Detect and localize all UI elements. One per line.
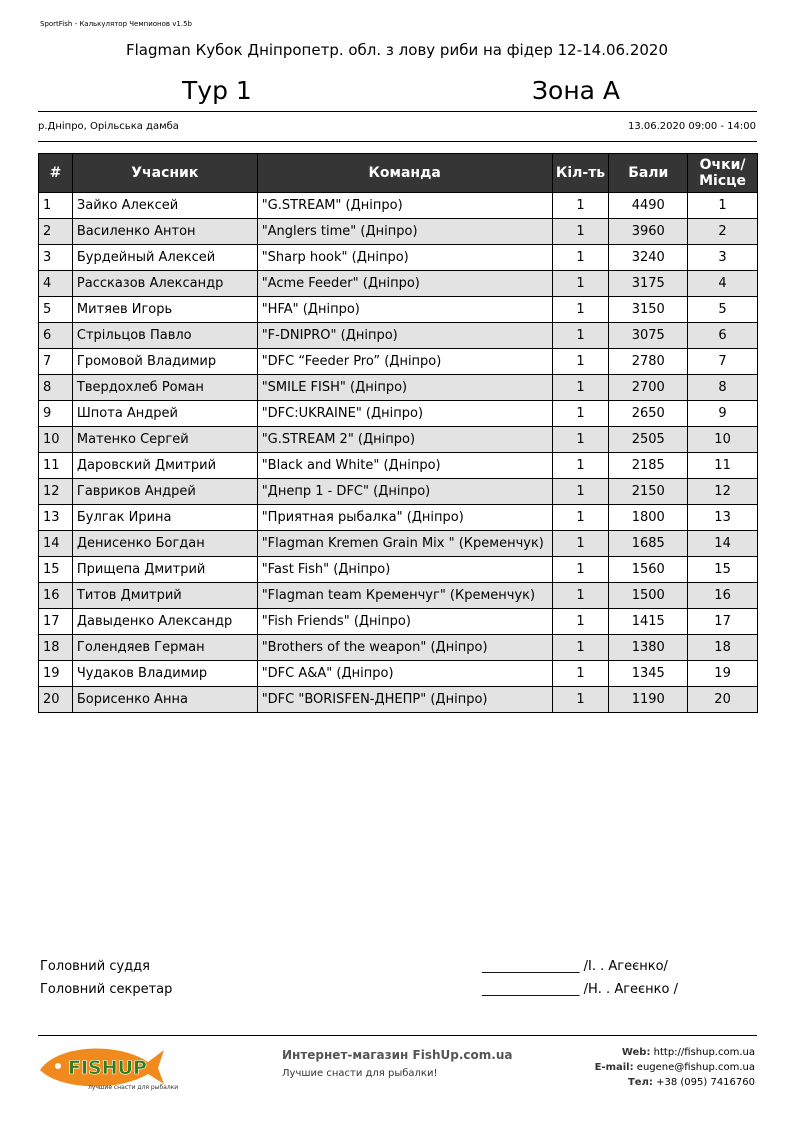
cell-num: 4 (39, 271, 73, 297)
cell-participant: Шпота Андрей (72, 401, 257, 427)
column-header-num: # (39, 154, 73, 193)
cell-team: "DFC A&A" (Дніпро) (257, 661, 552, 687)
cell-count: 1 (552, 349, 609, 375)
column-header-count: Кіл-ть (552, 154, 609, 193)
column-header-place (688, 154, 758, 193)
cell-num: 10 (39, 427, 73, 453)
divider (38, 141, 757, 142)
cell-count: 1 (552, 453, 609, 479)
cell-place: 10 (688, 427, 758, 453)
column-header-points: Бали (609, 154, 688, 193)
competition-title: Flagman Кубок Дніпропетр. обл. з лову риби на фідер 12-14.06.2020 (125, 41, 668, 59)
cell-num: 7 (39, 349, 73, 375)
cell-team: "DFC:UKRAINE" (Дніпро) (257, 401, 552, 427)
cell-place: 1 (688, 193, 758, 219)
cell-place: 11 (688, 453, 758, 479)
cell-count: 1 (552, 661, 609, 687)
cell-participant: Прищепа Дмитрий (72, 557, 257, 583)
column-header-team: Команда (257, 154, 552, 193)
logo-tagline: лучшие снасти для рыбалки (88, 1084, 179, 1091)
cell-participant: Борисенко Анна (72, 687, 257, 713)
judge-signature-line: _______________ /І. . Агеєнко/ (482, 959, 668, 974)
shop-slogan: Лучшие снасти для рыбалки! (282, 1068, 438, 1079)
cell-participant: Голендяев Герман (72, 635, 257, 661)
phone-label: Тел: (627, 1077, 653, 1088)
cell-team: "G.STREAM" (Дніпро) (257, 193, 552, 219)
table-row (39, 271, 758, 297)
cell-team: "Brothers of the weapon" (Дніпро) (257, 635, 552, 661)
cell-participant: Матенко Сергей (72, 427, 257, 453)
table-row (39, 323, 758, 349)
cell-points: 3240 (609, 245, 688, 271)
cell-team: "DFC “Feeder Pro” (Дніпро) (257, 349, 552, 375)
place-header-line1: Очки/ (699, 157, 746, 173)
cell-team: "SMILE FISH" (Дніпро) (257, 375, 552, 401)
table-row (39, 583, 758, 609)
cell-place: 13 (688, 505, 758, 531)
cell-participant: Гавриков Андрей (72, 479, 257, 505)
cell-points: 3150 (609, 297, 688, 323)
cell-points: 2150 (609, 479, 688, 505)
table-row (39, 687, 758, 713)
cell-count: 1 (552, 401, 609, 427)
cell-place: 16 (688, 583, 758, 609)
cell-participant: Булгак Ирина (72, 505, 257, 531)
secretary-label: Головний секретар (40, 982, 173, 997)
cell-count: 1 (552, 687, 609, 713)
results-table (38, 153, 758, 713)
cell-place: 19 (688, 661, 758, 687)
email-label: E-mail: (594, 1062, 634, 1073)
cell-points: 2505 (609, 427, 688, 453)
cell-place: 5 (688, 297, 758, 323)
table-row (39, 219, 758, 245)
cell-points: 2700 (609, 375, 688, 401)
cell-points: 1190 (609, 687, 688, 713)
cell-place: 18 (688, 635, 758, 661)
cell-num: 18 (39, 635, 73, 661)
cell-points: 2185 (609, 453, 688, 479)
cell-team: "Приятная рыбалка" (Дніпро) (257, 505, 552, 531)
cell-num: 3 (39, 245, 73, 271)
cell-count: 1 (552, 427, 609, 453)
cell-participant: Даровский Дмитрий (72, 453, 257, 479)
table-row (39, 349, 758, 375)
cell-team: "DFC "BORISFEN-ДНЕПР" (Дніпро) (257, 687, 552, 713)
cell-participant: Бурдейный Алексей (72, 245, 257, 271)
secretary-signature-line: _______________ /Н. . Агеєнко / (482, 982, 678, 997)
tour-label: Тур 1 (182, 76, 252, 105)
cell-points: 1380 (609, 635, 688, 661)
table-row (39, 297, 758, 323)
cell-participant: Василенко Антон (72, 219, 257, 245)
table-row (39, 479, 758, 505)
cell-num: 5 (39, 297, 73, 323)
cell-team: "Flagman Kremen Grain Mix " (Кременчук) (257, 531, 552, 557)
cell-team: "Sharp hook" (Дніпро) (257, 245, 552, 271)
cell-points: 1345 (609, 661, 688, 687)
cell-points: 3075 (609, 323, 688, 349)
cell-participant: Рассказов Александр (72, 271, 257, 297)
cell-place: 9 (688, 401, 758, 427)
app-title: SportFish - Калькулятор Чемпионов v1.5b (40, 20, 192, 28)
cell-count: 1 (552, 193, 609, 219)
cell-team: "Flagman team Кременчуг" (Кременчук) (257, 583, 552, 609)
cell-count: 1 (552, 531, 609, 557)
cell-place: 2 (688, 219, 758, 245)
cell-participant: Зайко Алексей (72, 193, 257, 219)
cell-num: 6 (39, 323, 73, 349)
table-row (39, 245, 758, 271)
table-row (39, 661, 758, 687)
cell-points: 1415 (609, 609, 688, 635)
cell-num: 2 (39, 219, 73, 245)
cell-points: 2650 (609, 401, 688, 427)
table-row (39, 453, 758, 479)
cell-count: 1 (552, 271, 609, 297)
cell-count: 1 (552, 505, 609, 531)
cell-num: 12 (39, 479, 73, 505)
cell-team: "Днепр 1 - DFC" (Дніпро) (257, 479, 552, 505)
place-header-line2: Місце (699, 173, 747, 189)
cell-place: 6 (688, 323, 758, 349)
table-row (39, 531, 758, 557)
cell-place: 3 (688, 245, 758, 271)
cell-num: 15 (39, 557, 73, 583)
fishup-logo (38, 1040, 179, 1092)
cell-participant: Чудаков Владимир (72, 661, 257, 687)
table-row (39, 557, 758, 583)
table-row (39, 427, 758, 453)
cell-count: 1 (552, 245, 609, 271)
cell-count: 1 (552, 479, 609, 505)
cell-count: 1 (552, 323, 609, 349)
table-row (39, 505, 758, 531)
cell-place: 17 (688, 609, 758, 635)
cell-num: 11 (39, 453, 73, 479)
cell-points: 1500 (609, 583, 688, 609)
cell-points: 3175 (609, 271, 688, 297)
cell-team: "Fast Fish" (Дніпро) (257, 557, 552, 583)
table-row (39, 635, 758, 661)
cell-team: "HFA" (Дніпро) (257, 297, 552, 323)
cell-participant: Денисенко Богдан (72, 531, 257, 557)
column-header-participant: Учасник (72, 154, 257, 193)
logo-text: FISHUP (68, 1057, 147, 1079)
cell-num: 1 (39, 193, 73, 219)
table-row (39, 609, 758, 635)
cell-count: 1 (552, 219, 609, 245)
cell-num: 8 (39, 375, 73, 401)
contacts-block (595, 1045, 755, 1090)
cell-place: 12 (688, 479, 758, 505)
table-row (39, 193, 758, 219)
web-label: Web: (621, 1047, 651, 1058)
cell-participant: Давыденко Александр (72, 609, 257, 635)
cell-place: 15 (688, 557, 758, 583)
cell-count: 1 (552, 635, 609, 661)
cell-num: 20 (39, 687, 73, 713)
cell-count: 1 (552, 583, 609, 609)
cell-points: 1560 (609, 557, 688, 583)
cell-place: 20 (688, 687, 758, 713)
footer-divider (38, 1035, 757, 1036)
cell-team: "Anglers time" (Дніпро) (257, 219, 552, 245)
cell-team: "Fish Friends" (Дніпро) (257, 609, 552, 635)
cell-points: 3960 (609, 219, 688, 245)
cell-count: 1 (552, 297, 609, 323)
cell-participant: Громовой Владимир (72, 349, 257, 375)
cell-count: 1 (552, 375, 609, 401)
cell-count: 1 (552, 557, 609, 583)
cell-points: 2780 (609, 349, 688, 375)
cell-place: 7 (688, 349, 758, 375)
cell-team: "Acme Feeder" (Дніпро) (257, 271, 552, 297)
cell-num: 14 (39, 531, 73, 557)
cell-participant: Твердохлеб Роман (72, 375, 257, 401)
cell-num: 13 (39, 505, 73, 531)
cell-participant: Стрільцов Павло (72, 323, 257, 349)
cell-points: 4490 (609, 193, 688, 219)
shop-name: Интернет-магазин FishUp.com.ua (282, 1048, 513, 1062)
table-row (39, 375, 758, 401)
table-row (39, 401, 758, 427)
cell-place: 8 (688, 375, 758, 401)
phone-value: +38 (095) 7416760 (656, 1077, 755, 1088)
web-value: http://fishup.com.ua (653, 1047, 755, 1058)
cell-participant: Титов Дмитрий (72, 583, 257, 609)
zone-label: Зона А (532, 76, 621, 105)
cell-team: "Black and White" (Дніпро) (257, 453, 552, 479)
cell-points: 1685 (609, 531, 688, 557)
table-header-row (39, 154, 758, 193)
location: р.Дніпро, Орільська дамба (38, 121, 179, 132)
cell-team: "G.STREAM 2" (Дніпро) (257, 427, 552, 453)
cell-num: 19 (39, 661, 73, 687)
date-time: 13.06.2020 09:00 - 14:00 (627, 121, 756, 132)
cell-count: 1 (552, 609, 609, 635)
cell-points: 1800 (609, 505, 688, 531)
email-value: eugene@fishup.com.ua (636, 1062, 755, 1073)
cell-place: 4 (688, 271, 758, 297)
cell-num: 9 (39, 401, 73, 427)
cell-place: 14 (688, 531, 758, 557)
cell-team: "F-DNIPRO" (Дніпро) (257, 323, 552, 349)
cell-participant: Митяев Игорь (72, 297, 257, 323)
judge-label: Головний суддя (40, 959, 150, 974)
divider (38, 111, 757, 112)
cell-num: 16 (39, 583, 73, 609)
cell-num: 17 (39, 609, 73, 635)
